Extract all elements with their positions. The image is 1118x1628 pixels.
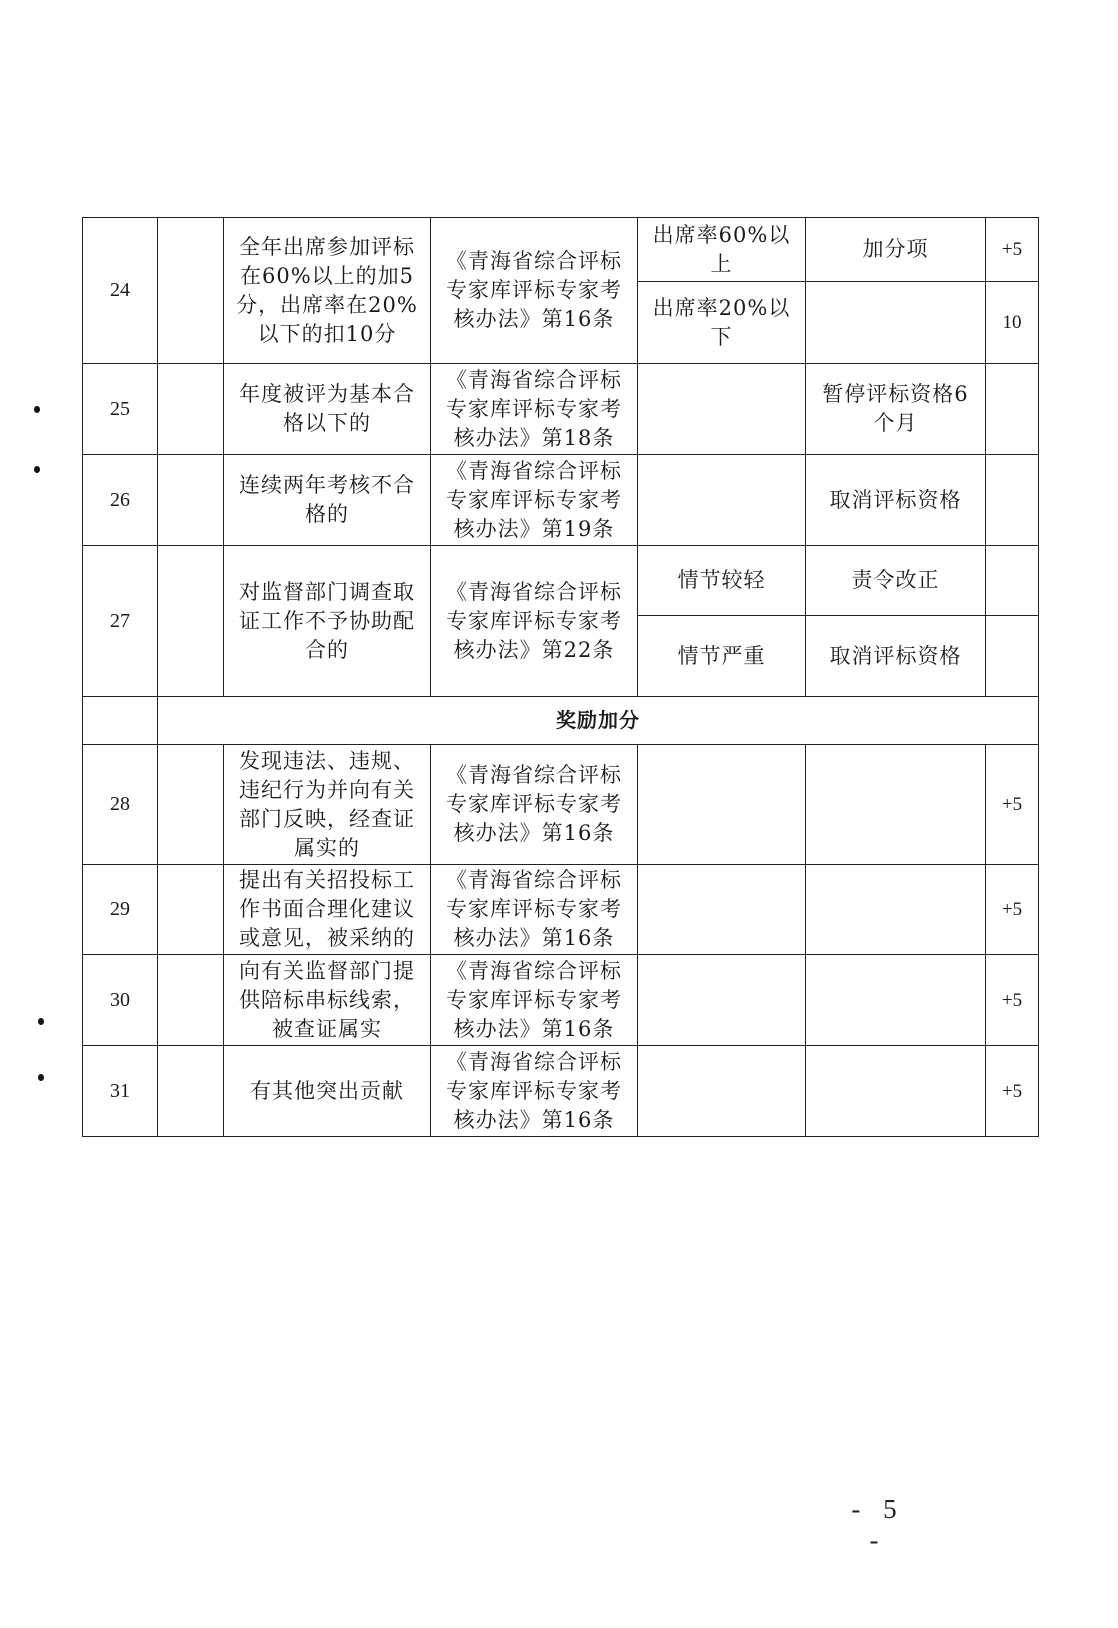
scan-mark-dot [38, 1018, 44, 1025]
basis-cell: 《青海省综合评标专家库评标专家考核办法》第16条 [431, 1046, 638, 1137]
points-cell: 10 [986, 282, 1039, 364]
section-header-row [83, 697, 1039, 745]
evaluation-table [82, 217, 1039, 1137]
result-cell [806, 1046, 986, 1137]
table-row [83, 865, 1039, 955]
points-cell [986, 546, 1039, 616]
empty-cell [158, 745, 224, 865]
result-cell [806, 865, 986, 955]
table-row [83, 218, 1039, 282]
row-number: 30 [83, 955, 158, 1046]
result-cell: 加分项 [806, 218, 986, 282]
item-cell: 连续两年考核不合格的 [224, 455, 431, 546]
table-row [83, 745, 1039, 865]
points-cell [986, 616, 1039, 697]
result-cell: 责令改正 [806, 546, 986, 616]
points-cell: +5 [986, 1046, 1039, 1137]
empty-cell [158, 218, 224, 364]
row-number: 28 [83, 745, 158, 865]
page-number: - 5 - [851, 1494, 905, 1555]
empty-cell [158, 546, 224, 697]
table-row [83, 955, 1039, 1046]
item-cell: 有其他突出贡献 [224, 1046, 431, 1137]
condition-cell [638, 455, 806, 546]
row-number: 29 [83, 865, 158, 955]
basis-cell: 《青海省综合评标专家库评标专家考核办法》第16条 [431, 865, 638, 955]
table-row [83, 455, 1039, 546]
scan-mark-dot [34, 406, 40, 413]
empty-cell [158, 1046, 224, 1137]
points-cell: +5 [986, 955, 1039, 1046]
item-cell: 全年出席参加评标在60%以上的加5分，出席率在20%以下的扣10分 [224, 218, 431, 364]
points-cell: +5 [986, 745, 1039, 865]
basis-cell: 《青海省综合评标专家库评标专家考核办法》第16条 [431, 955, 638, 1046]
condition-cell: 情节较轻 [638, 546, 806, 616]
result-cell: 取消评标资格 [806, 455, 986, 546]
scan-mark-dot [34, 466, 40, 473]
scan-mark-dot [38, 1074, 44, 1081]
row-number: 31 [83, 1046, 158, 1137]
empty-cell [158, 865, 224, 955]
item-cell: 发现违法、违规、违纪行为并向有关部门反映，经查证属实的 [224, 745, 431, 865]
condition-cell [638, 865, 806, 955]
result-cell: 取消评标资格 [806, 616, 986, 697]
result-cell [806, 955, 986, 1046]
row-number: 27 [83, 546, 158, 697]
empty-cell [83, 697, 158, 745]
condition-cell [638, 1046, 806, 1137]
basis-cell: 《青海省综合评标专家库评标专家考核办法》第22条 [431, 546, 638, 697]
condition-cell [638, 745, 806, 865]
basis-cell: 《青海省综合评标专家库评标专家考核办法》第19条 [431, 455, 638, 546]
basis-cell: 《青海省综合评标专家库评标专家考核办法》第18条 [431, 364, 638, 455]
row-number: 26 [83, 455, 158, 546]
table-row [83, 364, 1039, 455]
points-cell: +5 [986, 865, 1039, 955]
table-row [83, 546, 1039, 616]
empty-cell [158, 955, 224, 1046]
basis-cell: 《青海省综合评标专家库评标专家考核办法》第16条 [431, 745, 638, 865]
condition-cell [638, 364, 806, 455]
row-number: 24 [83, 218, 158, 364]
item-cell: 对监督部门调查取证工作不予协助配合的 [224, 546, 431, 697]
table-row [83, 1046, 1039, 1137]
condition-cell: 出席率20%以下 [638, 282, 806, 364]
points-cell: +5 [986, 218, 1039, 282]
result-cell [806, 745, 986, 865]
result-cell: 暂停评标资格6个月 [806, 364, 986, 455]
item-cell: 向有关监督部门提供陪标串标线索，被查证属实 [224, 955, 431, 1046]
empty-cell [158, 364, 224, 455]
row-number: 25 [83, 364, 158, 455]
result-cell [806, 282, 986, 364]
points-cell [986, 364, 1039, 455]
condition-cell: 情节严重 [638, 616, 806, 697]
condition-cell: 出席率60%以上 [638, 218, 806, 282]
empty-cell [158, 455, 224, 546]
condition-cell [638, 955, 806, 1046]
item-cell: 提出有关招投标工作书面合理化建议或意见，被采纳的 [224, 865, 431, 955]
basis-cell: 《青海省综合评标专家库评标专家考核办法》第16条 [431, 218, 638, 364]
points-cell [986, 455, 1039, 546]
item-cell: 年度被评为基本合格以下的 [224, 364, 431, 455]
section-title: 奖励加分 [158, 697, 1039, 745]
